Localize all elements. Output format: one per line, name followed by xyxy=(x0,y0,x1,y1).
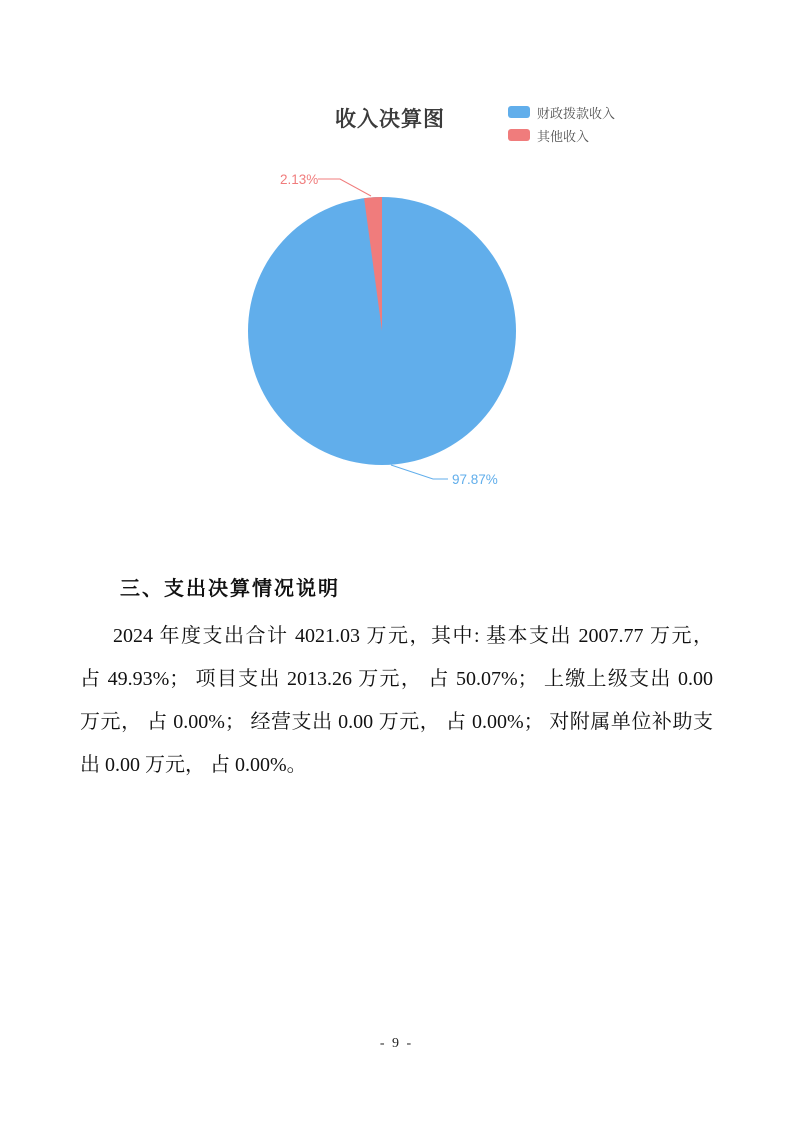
slice-label-major: 97.87% xyxy=(452,472,498,487)
paragraph xyxy=(80,615,713,787)
paragraph-line: 万元， 占 0.00%； 经营支出 0.00 万元， 占 0.00%； 对附属单位补助支 xyxy=(80,711,713,733)
chart-legend xyxy=(508,105,615,151)
leader-line-major xyxy=(391,465,448,479)
section-heading: 三、支出决算情况说明 xyxy=(120,578,340,600)
chart-title: 收入决算图 xyxy=(335,108,445,131)
paragraph-line: 2024 年度支出合计 4021.03 万元，其中: 基本支出 2007.77 万元， xyxy=(113,625,713,647)
paragraph-line: 出 0.00 万元， 占 0.00%。 xyxy=(80,754,307,776)
page-number: - 9 - xyxy=(379,1036,414,1051)
legend-label-other: 其他收入 xyxy=(537,128,590,144)
legend-swatch-other-icon xyxy=(508,129,530,141)
legend-item-other xyxy=(508,128,615,142)
paragraph-line: 占 49.93%； 项目支出 2013.26 万元， 占 50.07%； 上缴上级支出 0.00 xyxy=(80,668,713,690)
leader-line-minor xyxy=(318,179,371,196)
legend-item-fiscal xyxy=(508,105,615,119)
legend-label-fiscal: 财政拨款收入 xyxy=(537,105,616,121)
slice-label-minor: 2.13% xyxy=(280,172,319,187)
legend-swatch-fiscal-icon xyxy=(508,106,530,118)
pie-chart xyxy=(230,160,550,500)
